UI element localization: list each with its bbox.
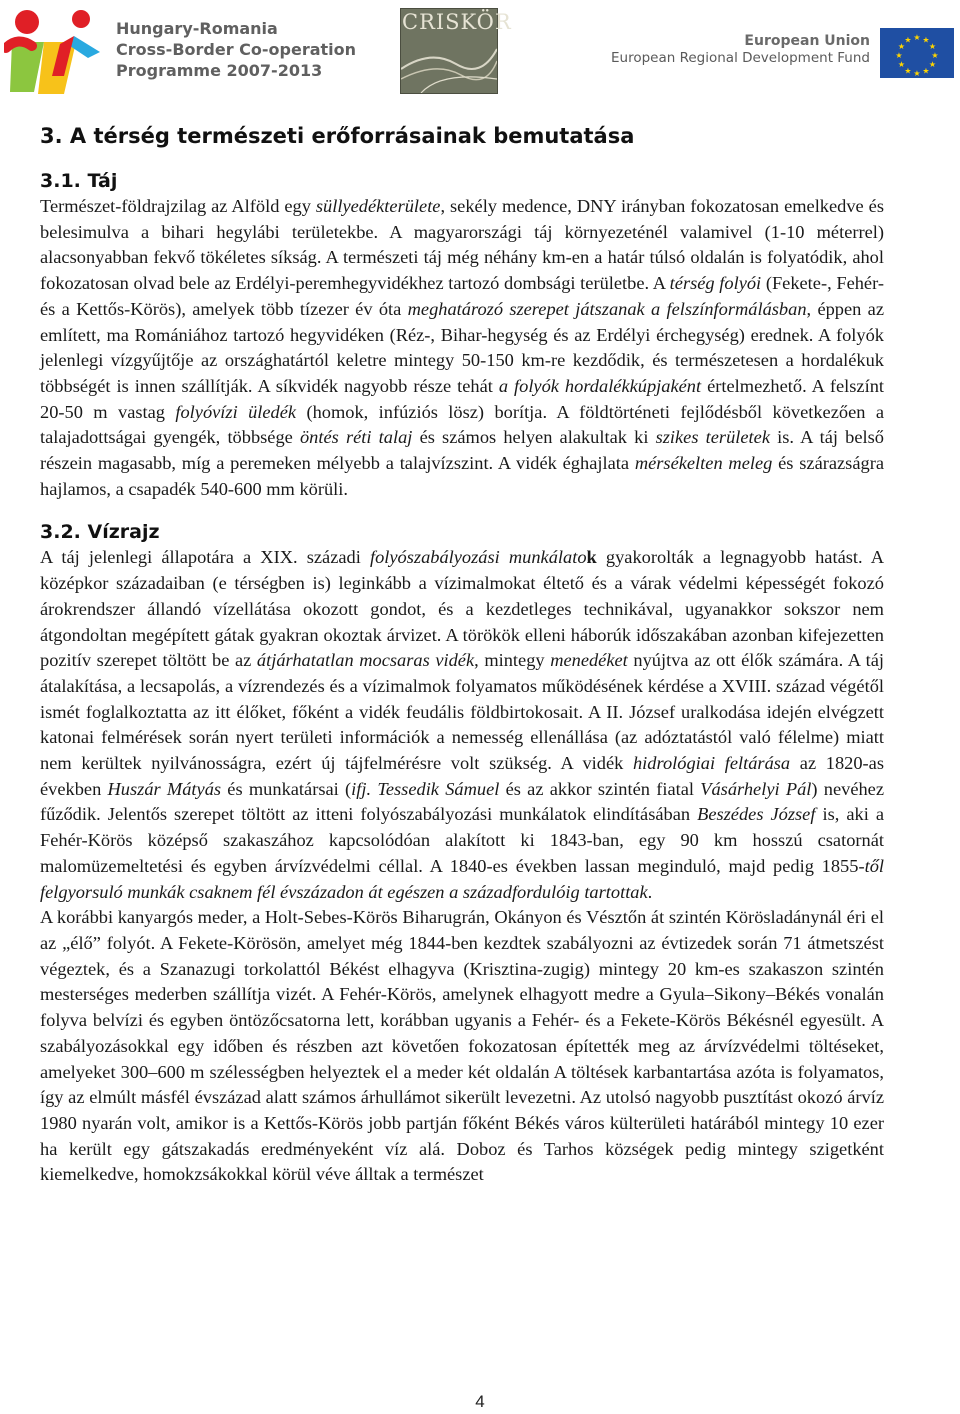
text-run: A táj jelenlegi állapotára a XIX. századi (40, 547, 370, 568)
eu-flag-icon (880, 28, 954, 78)
text-run: A korábbi kanyargós meder, a Holt-Sebes-Körös Biharugrán, Okányon és Vésztőn át szintén Körösladánynál éri el az „élő” folyót. A Fekete-Körösön, amelyet még 1844-ben kezdtek szabályozni az évtizedek során 71 átmetszést végeztek, és a Szanazugi torkolattól Békést elhagyva (Krisztina-zugig) mintegy 20 km-es szakaszon szintén mesterséges mederben szállítja vizét. A Fehér-Körös, amelynek elhagyott medre a Gyula–Sikony–Békés vonalán folyva belvízi és egyben öntözőcsatorna lett, korábban ugyanis a Fehér- és a Fekete-Körös Békésnél egyesült. A szabályozásokkal egy időben és részben azt követően fokozatosan építették meg az árvízvédelmi töltéseket, amelyeket 300–600 m szélességben helyeztek el a meder két oldalán A töltések karbantartása azóta is folyamatos, így az elmúlt másfél évszázad alatt számos árhullámot sikerült levezetni. Az utolsó nagyobb pusztítást okozó árvíz 1980 nyarán volt, amikor is a Kettős-Körös jobb partján főként Békés város külterületi határából mintegy 10 ezer ha került egy gátszakadás eredményeként víz alá. Doboz és Tarhos községek pedig mintegy szigetként kiemelkedve, homokzsákokkal körül véve álltak a természet (40, 907, 884, 1185)
italic-run: átjárhatatlan mocsaras vidék (256, 650, 475, 671)
programme-line-1: Hungary-Romania (116, 19, 278, 38)
italic-run: öntés réti talaj (299, 427, 413, 448)
italic-run: hidrológiai feltárása (632, 753, 791, 774)
svg-text:★: ★ (922, 35, 930, 45)
text-run: gyakorolták a legnagyobb hatást. A középkor századaiban (e térségben is) leginkább a vízimalmokat éltető és a várak védelmi képességét fokozó árokrendszer állandó vízellátása okozott gondot, és a kezdetleges technikával, ugyanakkor sokszor nem átgondoltan megépített gátak gyakran okoztak árvizet. A törökök elleni háborúk időszakában azonban kifejezetten pozitív szerepet töltött be az (40, 547, 885, 671)
subsection-title-taj: 3.1. Táj (40, 170, 118, 192)
text-run: is, aki a Fehér-Körös középső szakaszához kapcsolódóan alakított ki 1843-ban, egy 90 km hosszú csatornát malomüzemeltetési és egyben árvízvédelmi céllal. A 1840-es években lassan meginduló, majd pedig 1855- (40, 804, 884, 876)
svg-text:★: ★ (904, 66, 912, 76)
page-number: 4 (475, 1392, 485, 1411)
svg-text:★: ★ (913, 69, 921, 78)
text-run: ) nevéhez fűződik. Jelentős szerepet töltött az itteni folyószabályozási munkálatok elindításában (40, 778, 885, 825)
text-run: és szárazságra hajlamos, a csapadék 540-600 mm körüli. (40, 453, 884, 499)
programme-line-2: Cross-Border Co-operation (116, 40, 357, 59)
italic-run: Vásárhelyi Pál (700, 778, 812, 799)
italic-run: Beszédes József (697, 804, 816, 825)
svg-text:★: ★ (897, 60, 906, 69)
bold-run: k (586, 547, 597, 568)
italic-run: térség folyói (669, 273, 762, 294)
page-header (0, 0, 960, 100)
spacer (40, 502, 884, 519)
italic-run: szikes területek (655, 427, 770, 448)
text-run: , mintegy (474, 650, 551, 671)
section-title: 3. A térség természeti erőforrásainak bemutatása (40, 124, 635, 148)
text-run: , sekély medence, DNY irányban fokozatosan emelkedve és belesimulva a bihari hegylábi területekbe. A magyarországi táj környezeténél valamivel (1-10 méterrel) alacsonyabban fekvő tökéletes síkság. A természeti táj még néhány km-en a határ túlsó oldalán is folyatódik, ahol fokozatosan olvad bele az Erdélyi-peremhegyvidékhez tartozó dombsági területbe. A (40, 196, 884, 294)
text-run: és munkatársai ( (221, 778, 352, 799)
italic-run: meghatározó szerepet játszanak a felszínformálásban (407, 298, 807, 319)
svg-text:★: ★ (922, 66, 930, 76)
text-run: . (647, 881, 653, 902)
italic-run: mérsékelten meleg (634, 453, 773, 474)
text-run: és számos helyen alakultak ki (412, 427, 656, 448)
document-body (40, 118, 884, 1188)
svg-text:★: ★ (904, 35, 912, 45)
text-run: Természet-földrajzilag az Alföld egy (40, 196, 316, 216)
paragraph-vizrajz-1 (40, 545, 884, 905)
text-run: és az akkor szintén fiatal (499, 778, 701, 799)
svg-text:★: ★ (913, 33, 921, 42)
eu-fund-label (611, 33, 870, 67)
criskor-logo-text: CRISKÖR (402, 10, 512, 34)
text-run: is. A táj belső részein magasabb, míg a peremeken mélyebb a talajvízszint. A vidék éghajlata (40, 427, 884, 474)
text-run: (homok, infúziós lösz) borítja. A földtörténeti fejlődésből következően a talajadottságai gyengék, többsége (40, 401, 884, 448)
paragraph-taj (40, 194, 884, 502)
text-run: , éppen az említett, ma Romániához tartozó hegyvidéken (Réz-, Bihar-hegység és az Erdélyi érchegység) erednek. A folyók jelenlegi vízgyűjtője az országhatártól keletre mintegy 50-150 km-re kezdődik, és természetesen a hordalékuk többségét is innen szállítják. A síkvidék nagyobb része tehát (40, 298, 885, 396)
hungary-romania-programme-logo (4, 6, 106, 94)
italic-run: ifj. Tessedik Sámuel (351, 778, 500, 799)
text-run: értelmezhető. A felszínt 20-50 m vastag (40, 375, 885, 422)
svg-text:★: ★ (928, 60, 937, 69)
text-run: (Fekete-, Fehér-és a Kettős-Körös), amelyek több tízezer év óta (40, 273, 884, 319)
eu-name: European Union (744, 33, 870, 49)
italic-run: menedéket (550, 650, 628, 671)
italic-run: folyószabályozási munkálato (369, 547, 587, 568)
eu-fund-name: European Regional Development Fund (610, 50, 870, 66)
svg-text:★: ★ (897, 42, 906, 51)
italic-run: től felgyorsuló munkák csaknem fél évszázadon át egészen a századfordulóig tartottak (40, 855, 884, 902)
svg-text:★: ★ (928, 42, 937, 51)
italic-run: a folyók hordalékkúpjaként (498, 375, 702, 396)
italic-run: folyóvízi üledék (175, 401, 297, 422)
italic-run: süllyedékterülete (315, 196, 441, 216)
italic-run: Huszár Mátyás (107, 778, 222, 799)
svg-text:★: ★ (895, 51, 903, 60)
programme-line-3: Programme 2007-2013 (116, 61, 323, 80)
text-run: nyújtva az ott élők számára. A táj átalakítása, a lecsapolás, a vízrendezés és a vízimalmok folyamatos működésének kérdése a XVIII. század végétől ismét foglalkoztatta az itt élőket, főként a vidék feudális földbirtokosait. A II. József uralkodása idején elvégzett katonai felmérések során nyert területi információk a nemesség ellenállása (az adóztatástól való félelme) miatt nem kerültek nyilvánosságra, ezért új tájfelmérésre volt szükség. A vidék (40, 650, 884, 774)
paragraph-vizrajz-2 (40, 905, 884, 1188)
programme-name (116, 18, 356, 81)
subsection-title-vizrajz: 3.2. Vízrajz (40, 521, 160, 544)
svg-text:★: ★ (931, 51, 939, 60)
text-run: az 1820-as években (40, 753, 884, 799)
